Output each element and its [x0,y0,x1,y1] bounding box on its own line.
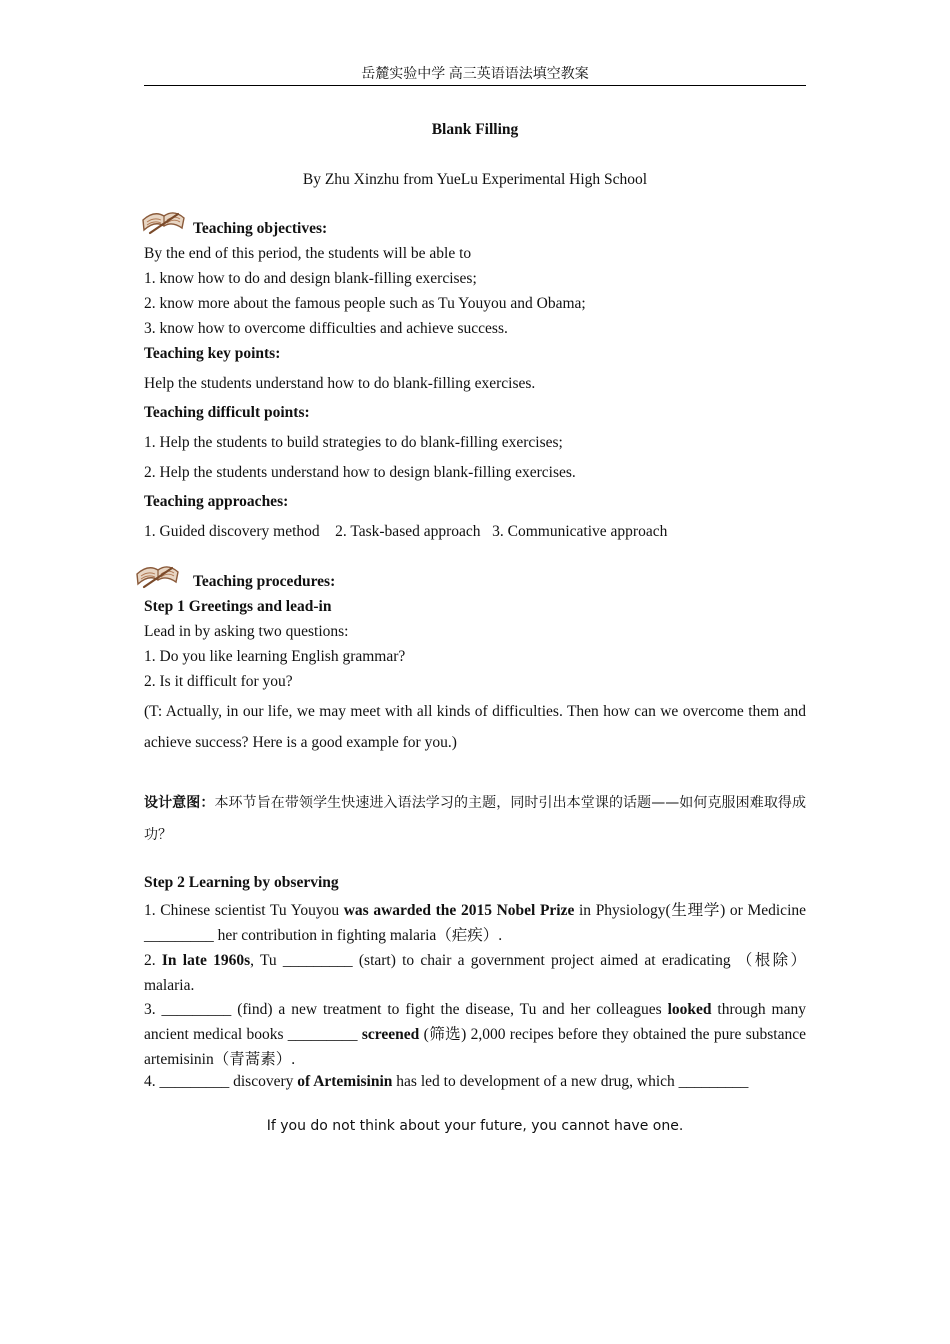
objective-item: 3. know how to overcome difficulties and achieve success. [144,320,508,337]
difficult-points-heading: Teaching difficult points: [144,404,310,421]
book-icon [134,560,180,590]
document-title: Blank Filling [431,121,519,138]
page-header: 岳麓实验中学 高三英语语法填空教案 [144,66,806,86]
design-intent-text: 本环节旨在带领学生快速进入语法学习的主题，同时引出本堂课的话题——如何克服困难取得成功？ [144,795,807,843]
byline: By Zhu Xinzhu from YueLu Experimental High School [302,171,648,188]
step2-heading: Step 2 Learning by observing [144,874,339,891]
book-icon [140,206,186,236]
objectives-intro: By the end of this period, the students will be able to [144,245,472,262]
approaches-text: 1. Guided discovery method 2. Task-based approach 3. Communicative approach [144,523,668,540]
design-intent-label: 设计意图： [144,795,215,811]
difficult-point-item: 1. Help the students to build strategies to do blank-filling exercises; [144,434,563,451]
page-footer: If you do not think about your future, you cannot have one. [266,1118,684,1134]
objective-item: 2. know more about the famous people such as Tu Youyou and Obama; [144,295,586,312]
exercise-sentence-2: 2. In late 1960s, Tu _________ (start) to chair a government project aimed at eradicating （根除） malaria. [144,952,806,994]
objectives-heading: Teaching objectives: [193,220,328,237]
exercise-sentence-4: 4. _________ discovery of Artemisinin has led to development of a new drug, which _________ [144,1073,749,1090]
step1-note: (T: Actually, in our life, we may meet with all kinds of difficulties. Then how can we overcome them and achieve success? Here is a good example for you.) [144,703,806,751]
exercise-sentence-1: 1. Chinese scientist Tu Youyou was awarded the 2015 Nobel Prize in Physiology(生理学) or Medicine _________ her contribution in fighting malaria（疟疾）. [144,902,807,944]
step1-intro: Lead in by asking two questions: [144,623,349,640]
step1-question: 1. Do you like learning English grammar? [144,648,406,665]
objective-item: 1. know how to do and design blank-filling exercises; [144,270,477,287]
key-points-heading: Teaching key points: [144,345,281,362]
difficult-point-item: 2. Help the students understand how to design blank-filling exercises. [144,464,576,481]
step1-question: 2. Is it difficult for you? [144,673,293,690]
approaches-heading: Teaching approaches: [144,493,289,510]
exercise-sentence-3: 3. _________ (find) a new treatment to fight the disease, Tu and her colleagues looked through many ancient medical books _________ screened (筛选) 2,000 recipes before they obtained the pure substance artemisinin（青蒿素）. [144,1001,807,1068]
key-points-text: Help the students understand how to do blank-filling exercises. [144,375,536,392]
procedures-heading: Teaching procedures: [193,573,336,590]
design-intent [144,787,806,851]
step1-heading: Step 1 Greetings and lead-in [144,598,332,615]
